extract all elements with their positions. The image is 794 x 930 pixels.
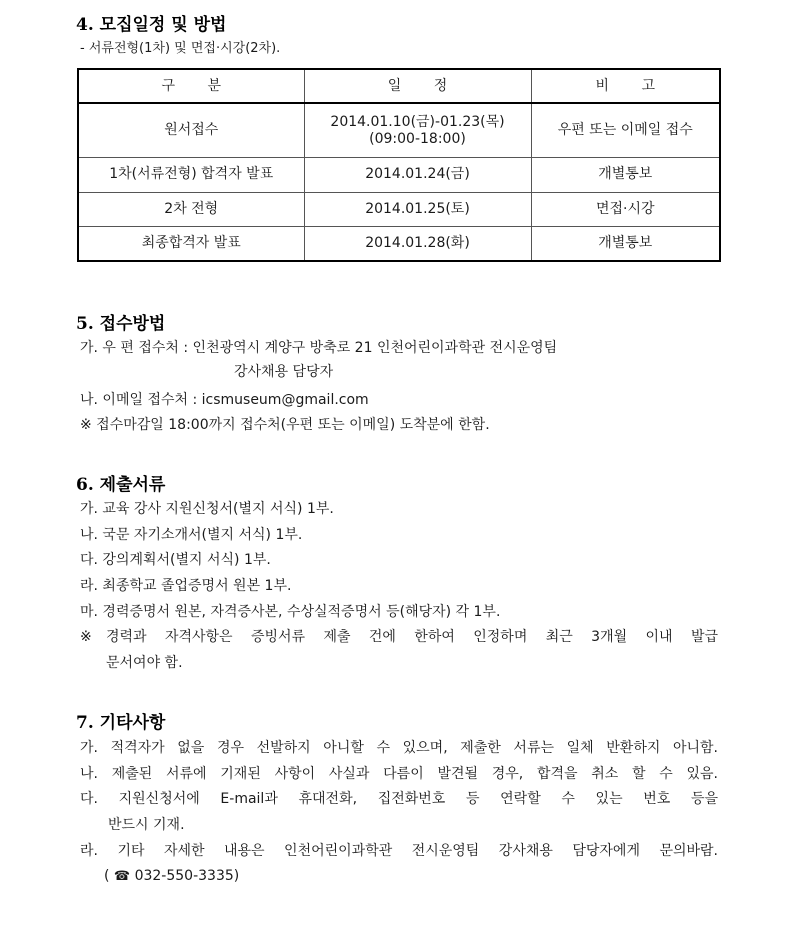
table-row	[78, 158, 720, 192]
contact-phone	[104, 867, 239, 886]
section-6-note-line1: 경력과 자격사항은 증빙서류 제출 건에 한하여 인정하며 최근 3개월 이내 발급	[106, 629, 718, 645]
section-6-line: 라. 최종학교 졸업증명서 원본 1부.	[80, 578, 292, 594]
section-6-line: 마. 경력증명서 원본, 자격증사본, 수상실적증명서 등(해당자) 각 1부.	[80, 604, 501, 620]
note-marker: ※	[80, 629, 92, 645]
row-date-line2: (09:00-18:00)	[369, 130, 466, 147]
section-6-line: 다. 강의계획서(별지 서식) 1부.	[80, 552, 271, 568]
section-7-line: 다. 지원신청서에 E-mail과 휴대전화, 집전화번호 등 연락할 수 있는 번호 등을	[80, 791, 718, 807]
section-6-line: 가. 교육 강사 지원신청서(별지 서식) 1부.	[80, 501, 334, 517]
telephone-icon: ☎	[113, 869, 131, 884]
header-note: 비 고	[531, 69, 720, 103]
phone-open-paren: (	[104, 868, 110, 884]
row-note: 우편 또는 이메일 접수	[531, 103, 720, 158]
section-5-line: 가. 우 편 접수처 : 인천광역시 계양구 방축로 21 인천어린이과학관 전시운영팀	[80, 340, 558, 356]
table-row	[78, 103, 720, 158]
row-note: 면접·시강	[531, 192, 720, 226]
section-5-line: 나. 이메일 접수처 : icsmuseum@gmail.com	[80, 392, 369, 408]
table-row	[78, 192, 720, 226]
section-7-heading: 7. 기타사항	[76, 713, 166, 733]
section-4-heading: 4. 모집일정 및 방법	[76, 15, 227, 35]
row-date	[304, 103, 531, 158]
section-5-heading: 5. 접수방법	[76, 314, 166, 334]
table-header-row	[78, 69, 720, 103]
section-6-note-line2: 문서여야 함.	[106, 655, 183, 671]
row-date: 2014.01.28(화)	[304, 227, 531, 261]
row-note: 개별통보	[531, 227, 720, 261]
row-date: 2014.01.25(토)	[304, 192, 531, 226]
section-7-line: 라. 기타 자세한 내용은 인천어린이과학관 전시운영팀 강사채용 담당자에게 문의바람.	[80, 843, 718, 859]
row-date: 2014.01.24(금)	[304, 158, 531, 192]
row-category: 원서접수	[78, 103, 304, 158]
row-note: 개별통보	[531, 158, 720, 192]
section-4-subtitle: - 서류전형(1차) 및 면접·시강(2차).	[80, 41, 281, 56]
section-6-line: 나. 국문 자기소개서(별지 서식) 1부.	[80, 527, 303, 543]
section-7-line: 가. 적격자가 없을 경우 선발하지 아니할 수 있으며, 제출한 서류는 일체 반환하지 아니함.	[80, 740, 718, 756]
schedule-table	[77, 68, 721, 262]
header-category: 구 분	[78, 69, 304, 103]
table-row	[78, 227, 720, 261]
row-category: 1차(서류전형) 합격자 발표	[78, 158, 304, 192]
row-category: 2차 전형	[78, 192, 304, 226]
section-7-line: 반드시 기재.	[108, 817, 185, 833]
section-5-line: 강사채용 담당자	[234, 364, 334, 380]
section-7-line: 나. 제출된 서류에 기재된 사항이 사실과 다름이 발견될 경우, 합격을 취소 할 수 있음.	[80, 766, 718, 782]
section-5-line: ※ 접수마감일 18:00까지 접수처(우편 또는 이메일) 도착분에 한함.	[80, 417, 490, 433]
row-date-line1: 2014.01.10(금)-01.23(목)	[330, 113, 505, 130]
phone-number: 032-550-3335)	[134, 868, 240, 884]
section-6-heading: 6. 제출서류	[76, 475, 166, 495]
header-schedule: 일 정	[304, 69, 531, 103]
row-category: 최종합격자 발표	[78, 227, 304, 261]
